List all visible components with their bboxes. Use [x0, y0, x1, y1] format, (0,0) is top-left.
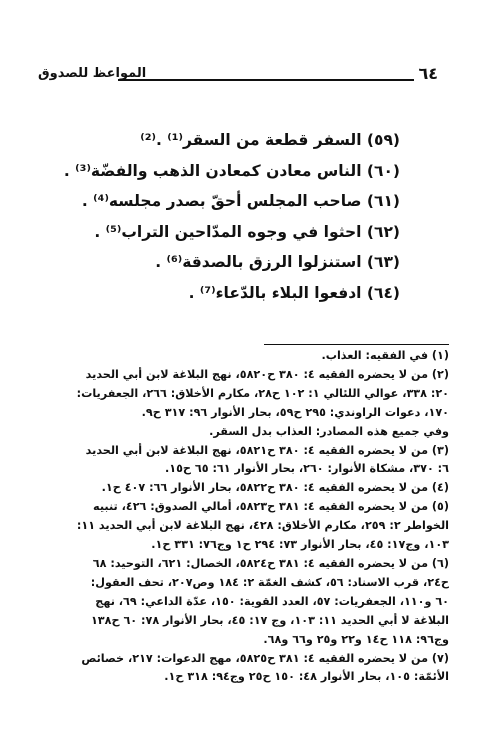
footnote-line: (٧) من لا يحضره الفقيه ٤: ٣٨١ ح٥٨٢٥، مهج الدعوات: ٢١٧، خصائص	[81, 651, 449, 665]
footnote-line: ٦٠ و١١٠، الجعفريات: ٥٧، العدد القوية: ١٥٠، عدّة الداعي: ٦٩، نهج	[95, 594, 449, 608]
saying-62: (٦٢) احثوا في وجوه المدّاحين التراب⁽⁵⁾ .	[94, 222, 400, 241]
running-header	[38, 64, 438, 86]
footnote-line: ٦: ٣٧٠، مشكاة الأنوار: ٢٦٠، بحار الأنوار ٦١: ٦٥ ح١٥.	[164, 462, 449, 476]
saying-59: (٥٩) السفر قطعة من السقر⁽¹⁾ .⁽²⁾	[140, 131, 400, 149]
footnote-line: ١٠٣، وج١٧: ٤٥، بحار الأنوار ٧٣: ٢٩٤ ح١ وج٧٦: ٣٣١ ح١.	[151, 538, 449, 552]
running-book-title: المواعظ للصدوق	[38, 66, 147, 81]
footnote-line: (٥) من لا يحضره الفقيه ٤: ٣٨١ ح٥٨٢٣، أمالي الصدوق: ٤٢٦، تنبيه	[93, 500, 449, 514]
footnote-line: (٤) من لا يحضره الفقيه ٤: ٣٨٠ ح٥٨٢٢، بحار الأنوار ٦٦: ٤٠٧ ح١.	[101, 481, 449, 495]
footnote-line: (٣) من لا يحضره الفقيه ٤: ٣٨٠ ح٥٨٢١، نهج البلاغة لابن أبي الحديد	[85, 443, 449, 457]
footnote-line: وفي جميع هذه المصادر: العذاب بدل السقر.	[209, 424, 449, 438]
saying-61: (٦١) صاحب المجلس أحقّ بصدر مجلسه⁽⁴⁾ .	[81, 192, 400, 210]
footnote-line: (٢) من لا يحضره الفقيه ٤: ٣٨٠ ح٥٨٢٠، نهج البلاغة لابن أبي الحديد	[85, 367, 449, 381]
footnote-rule	[264, 344, 449, 345]
footnote-line: البلاغة لا أبي الحديد ١١: ١٠٣، وج ١٧: ٤٥، بحار الأنوار ٧٨: ٦٠ ح١٣٨	[90, 613, 449, 627]
footnote-line: ٢٠: ٣٣٨، عوالي اللئالي ١: ١٠٢ ح٢٨، مكارم الأخلاق: ٢٦٦، الجعفريات:	[76, 386, 449, 400]
footnote-line: ١٧٠، دعوات الراوندي: ٢٩٥ ح٥٩، بحار الأنوار ٩٦: ٣١٧ ح٩.	[141, 405, 449, 419]
footnotes	[37, 347, 449, 687]
sayings-list	[63, 125, 400, 308]
page-number: ٦٤	[418, 64, 438, 83]
footnote-line: ح٢٤، قرب الاسناد: ٥٦، كشف الغمّة ٢: ١٨٤ وص٢٠٧، تحف العقول:	[90, 575, 449, 589]
footnote-line: (١) في الفقيه: العذاب.	[321, 349, 449, 362]
footnote-line: (٦) من لا يحضره الفقيه ٤: ٣٨١ ح٥٨٢٤، الخصال: ٦٢١، التوحيد: ٦٨	[92, 556, 449, 570]
footnote-line: الخواطر ٢: ٢٥٩، مكارم الأخلاق: ٤٢٨، نهج البلاغة لابن أبي الحديد ١١:	[76, 519, 449, 533]
footnote-line: الأئمّة: ١٠٥، بحار الأنوار ٤٨: ١٥٠ ح٢٥ وج٩٤: ٣١٨ ح١.	[164, 670, 449, 684]
saying-64: (٦٤) ادفعوا البلاء بالدّعاء⁽⁷⁾ .	[188, 283, 400, 302]
footnote-line: وج٩٦: ١١٨ ح١٤ و٢٢ و٢٥ و٦٦ و٦٨.	[263, 632, 449, 646]
saying-63: (٦٣) استنزلوا الرزق بالصدقة⁽⁶⁾ .	[155, 253, 400, 271]
header-rule	[118, 79, 414, 81]
saying-60: (٦٠) الناس معادن كمعادن الذهب والفضّة⁽³⁾ .	[63, 161, 400, 180]
